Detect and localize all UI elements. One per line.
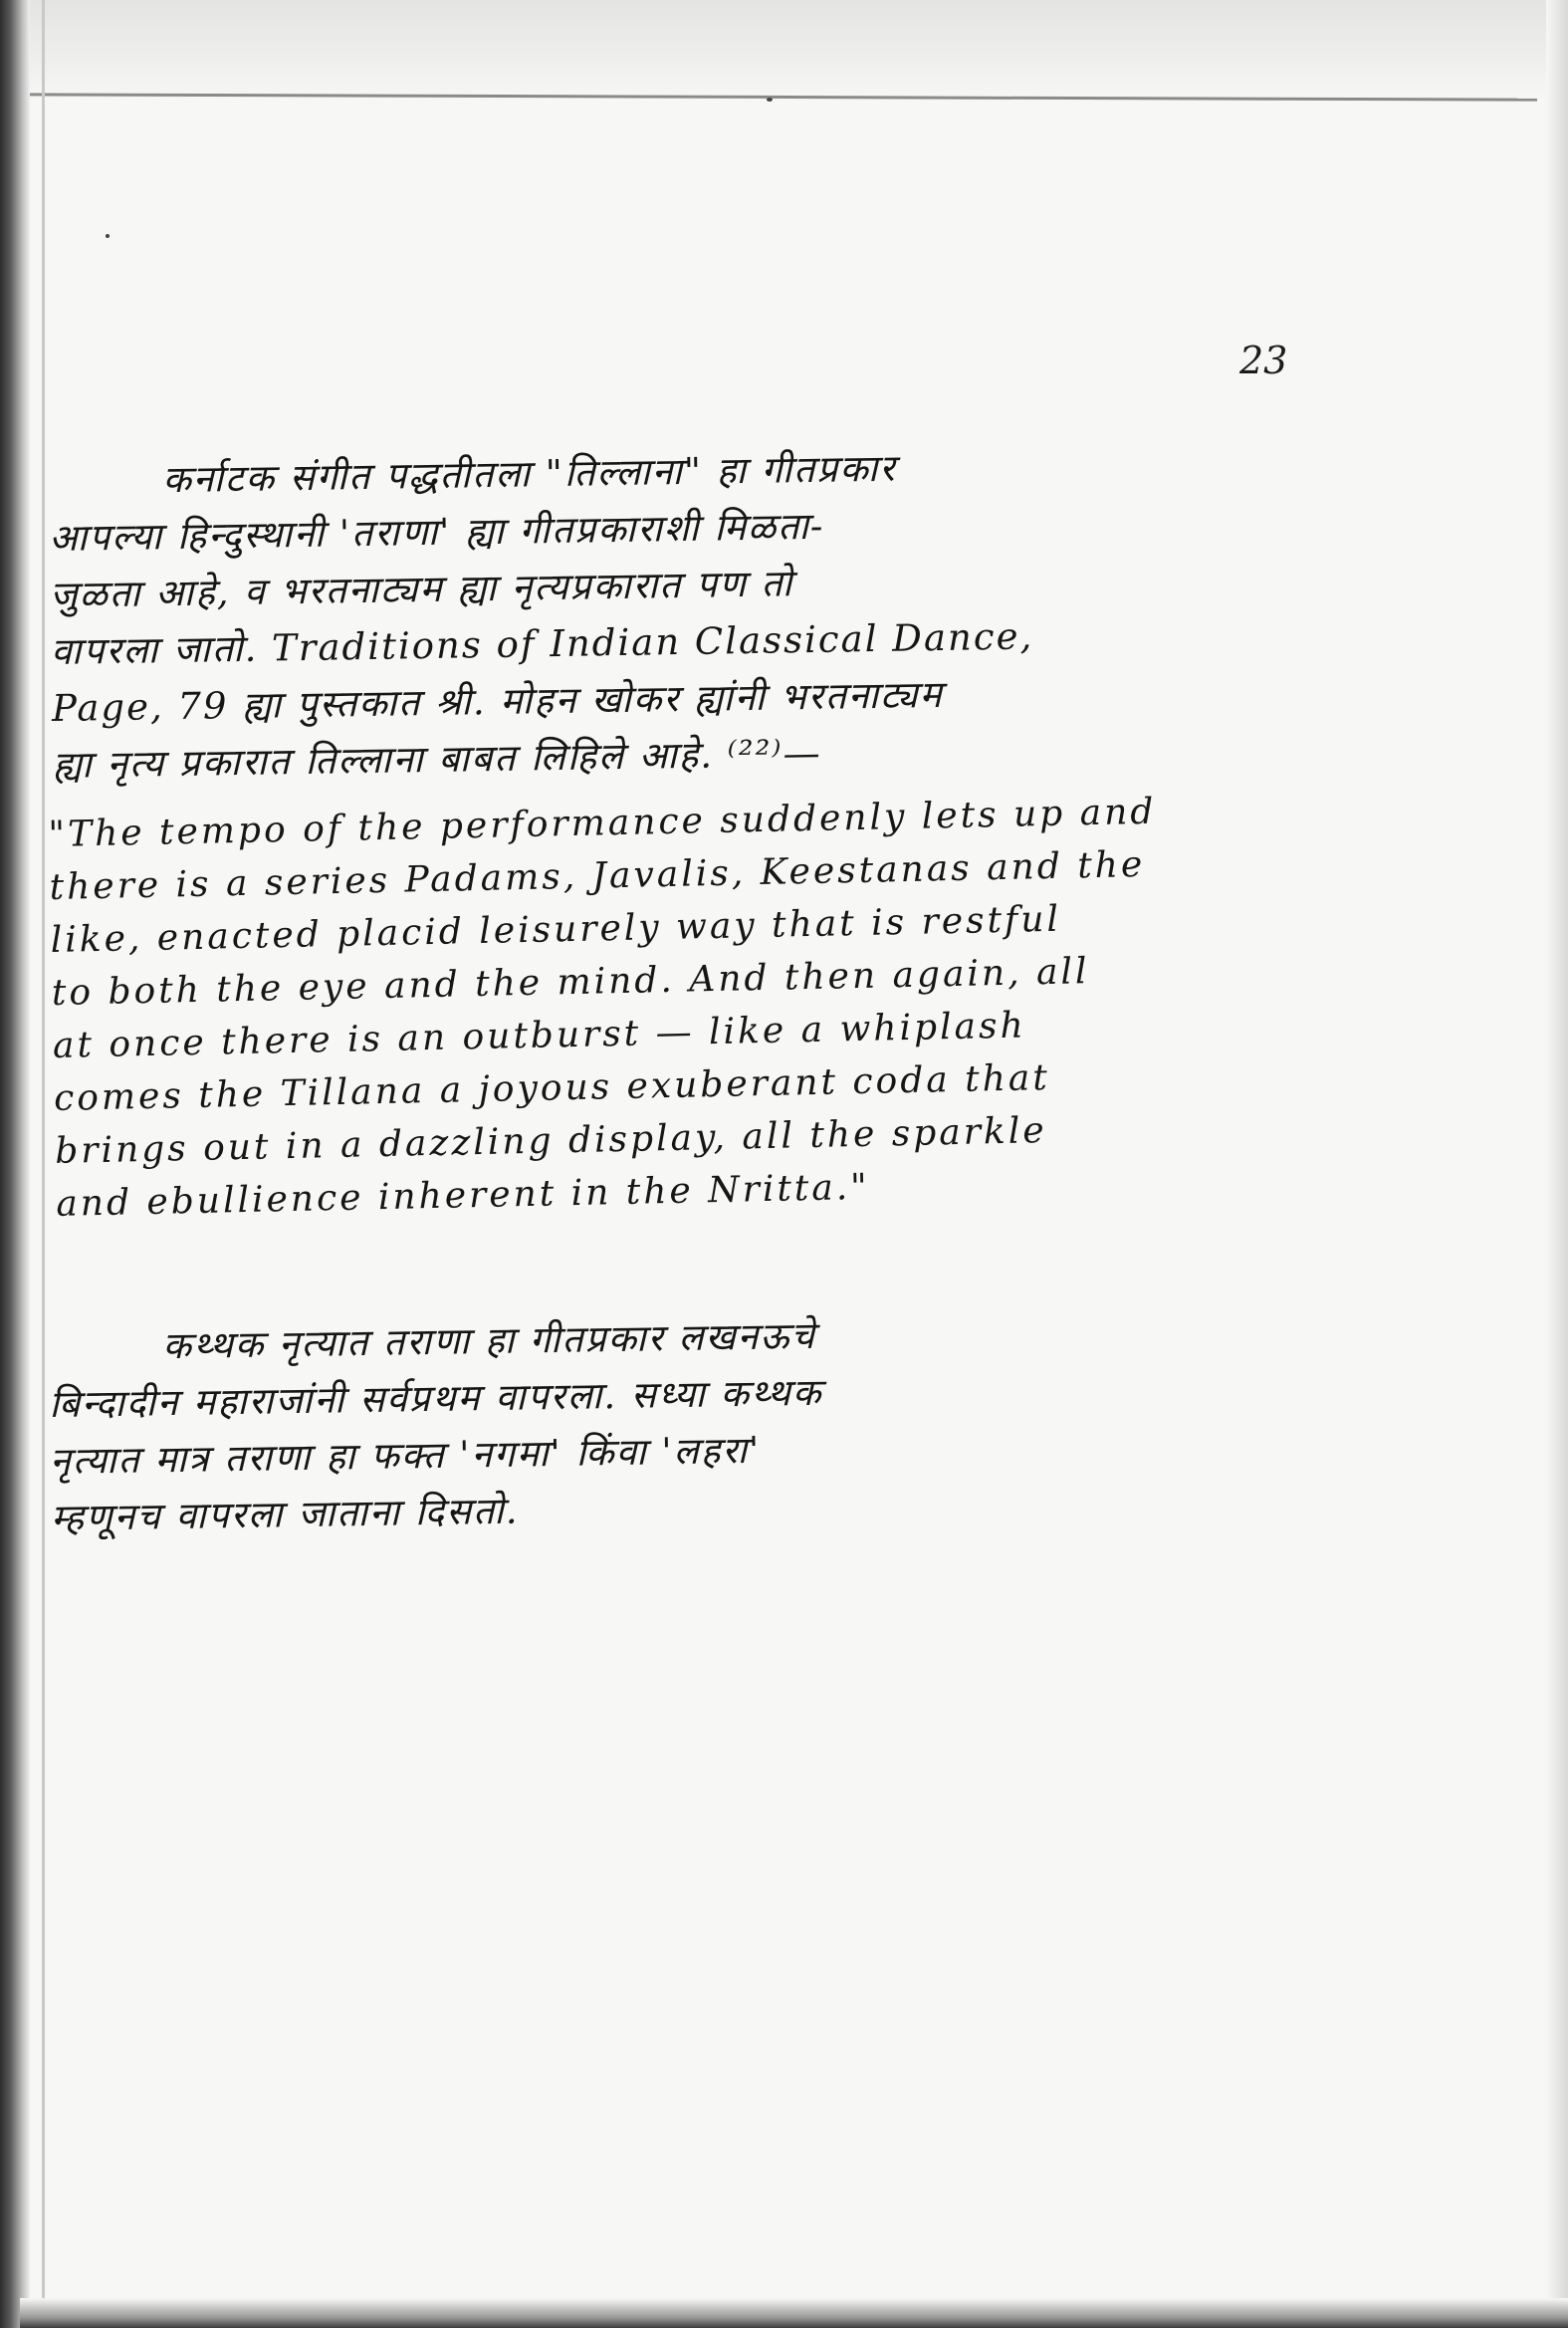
text-line: वापरला जातो. Traditions of Indian Classical Dance, — [50, 614, 1034, 673]
text-line: कथ्थक नृत्यात तराणा हा गीतप्रकार लखनऊचे — [162, 1313, 817, 1368]
page-right-edge — [1546, 0, 1568, 2328]
text-line: like, enacted placid leisurely way that is restful — [50, 898, 1062, 961]
text-line: कर्नाटक संगीत पद्धतीतला "तिल्लाना" हा गीतप्रकार — [162, 446, 897, 502]
text-line: brings out in a dazzling display, all the sparkle — [54, 1110, 1047, 1172]
paragraph-kathak-tarana — [48, 1298, 1365, 1546]
ink-speck — [767, 98, 773, 102]
text-line: नृत्यात मात्र तराणा हा फक्त 'नगमा' किंवा 'लहरा' — [49, 1428, 762, 1483]
binding-shadow — [0, 0, 30, 2328]
text-line: comes the Tillana a joyous exuberant coda that — [53, 1056, 1051, 1119]
page-number: 23 — [1239, 339, 1288, 382]
text-line: there is a series Padams, Javalis, Keestanas and the — [49, 843, 1146, 908]
ink-speck — [106, 234, 110, 238]
top-shadow — [20, 0, 1568, 100]
text-line: to both the eye and the mind. And then again, all — [51, 951, 1090, 1014]
paragraph-tillana-intro — [48, 432, 1367, 794]
text-line: Page, 79 ह्या पुस्तकात श्री. मोहन खोकर ह्यांनी भरतनाट्यम — [51, 672, 945, 730]
text-line: आपल्या हिन्दुस्थानी 'तराणा' ह्या गीतप्रकाराशी मिळता- — [49, 504, 825, 560]
page-bottom-edge — [20, 2298, 1568, 2328]
binding-line — [42, 0, 45, 2328]
text-line: जुळता आहे, व भरतनाट्यम ह्या नृत्यप्रकारात पण तो — [49, 562, 794, 616]
text-line: ह्या नृत्य प्रकारात तिल्लाना बाबत लिहिले आहे. ⁽²²⁾— — [52, 731, 822, 787]
text-line: at once there is an outburst — like a whiplash — [52, 1005, 1027, 1066]
text-line: "The tempo of the performance suddenly lets up and — [48, 791, 1157, 855]
text-line: and ebullience inherent in the Nritta." — [55, 1166, 871, 1225]
quoted-passage — [48, 781, 1371, 1231]
text-line: बिन्दादीन महाराजांनी सर्वप्रथम वापरला. सध्या कथ्थक — [49, 1370, 823, 1426]
text-line: म्हणूनच वापरला जाताना दिसतो. — [50, 1489, 520, 1539]
